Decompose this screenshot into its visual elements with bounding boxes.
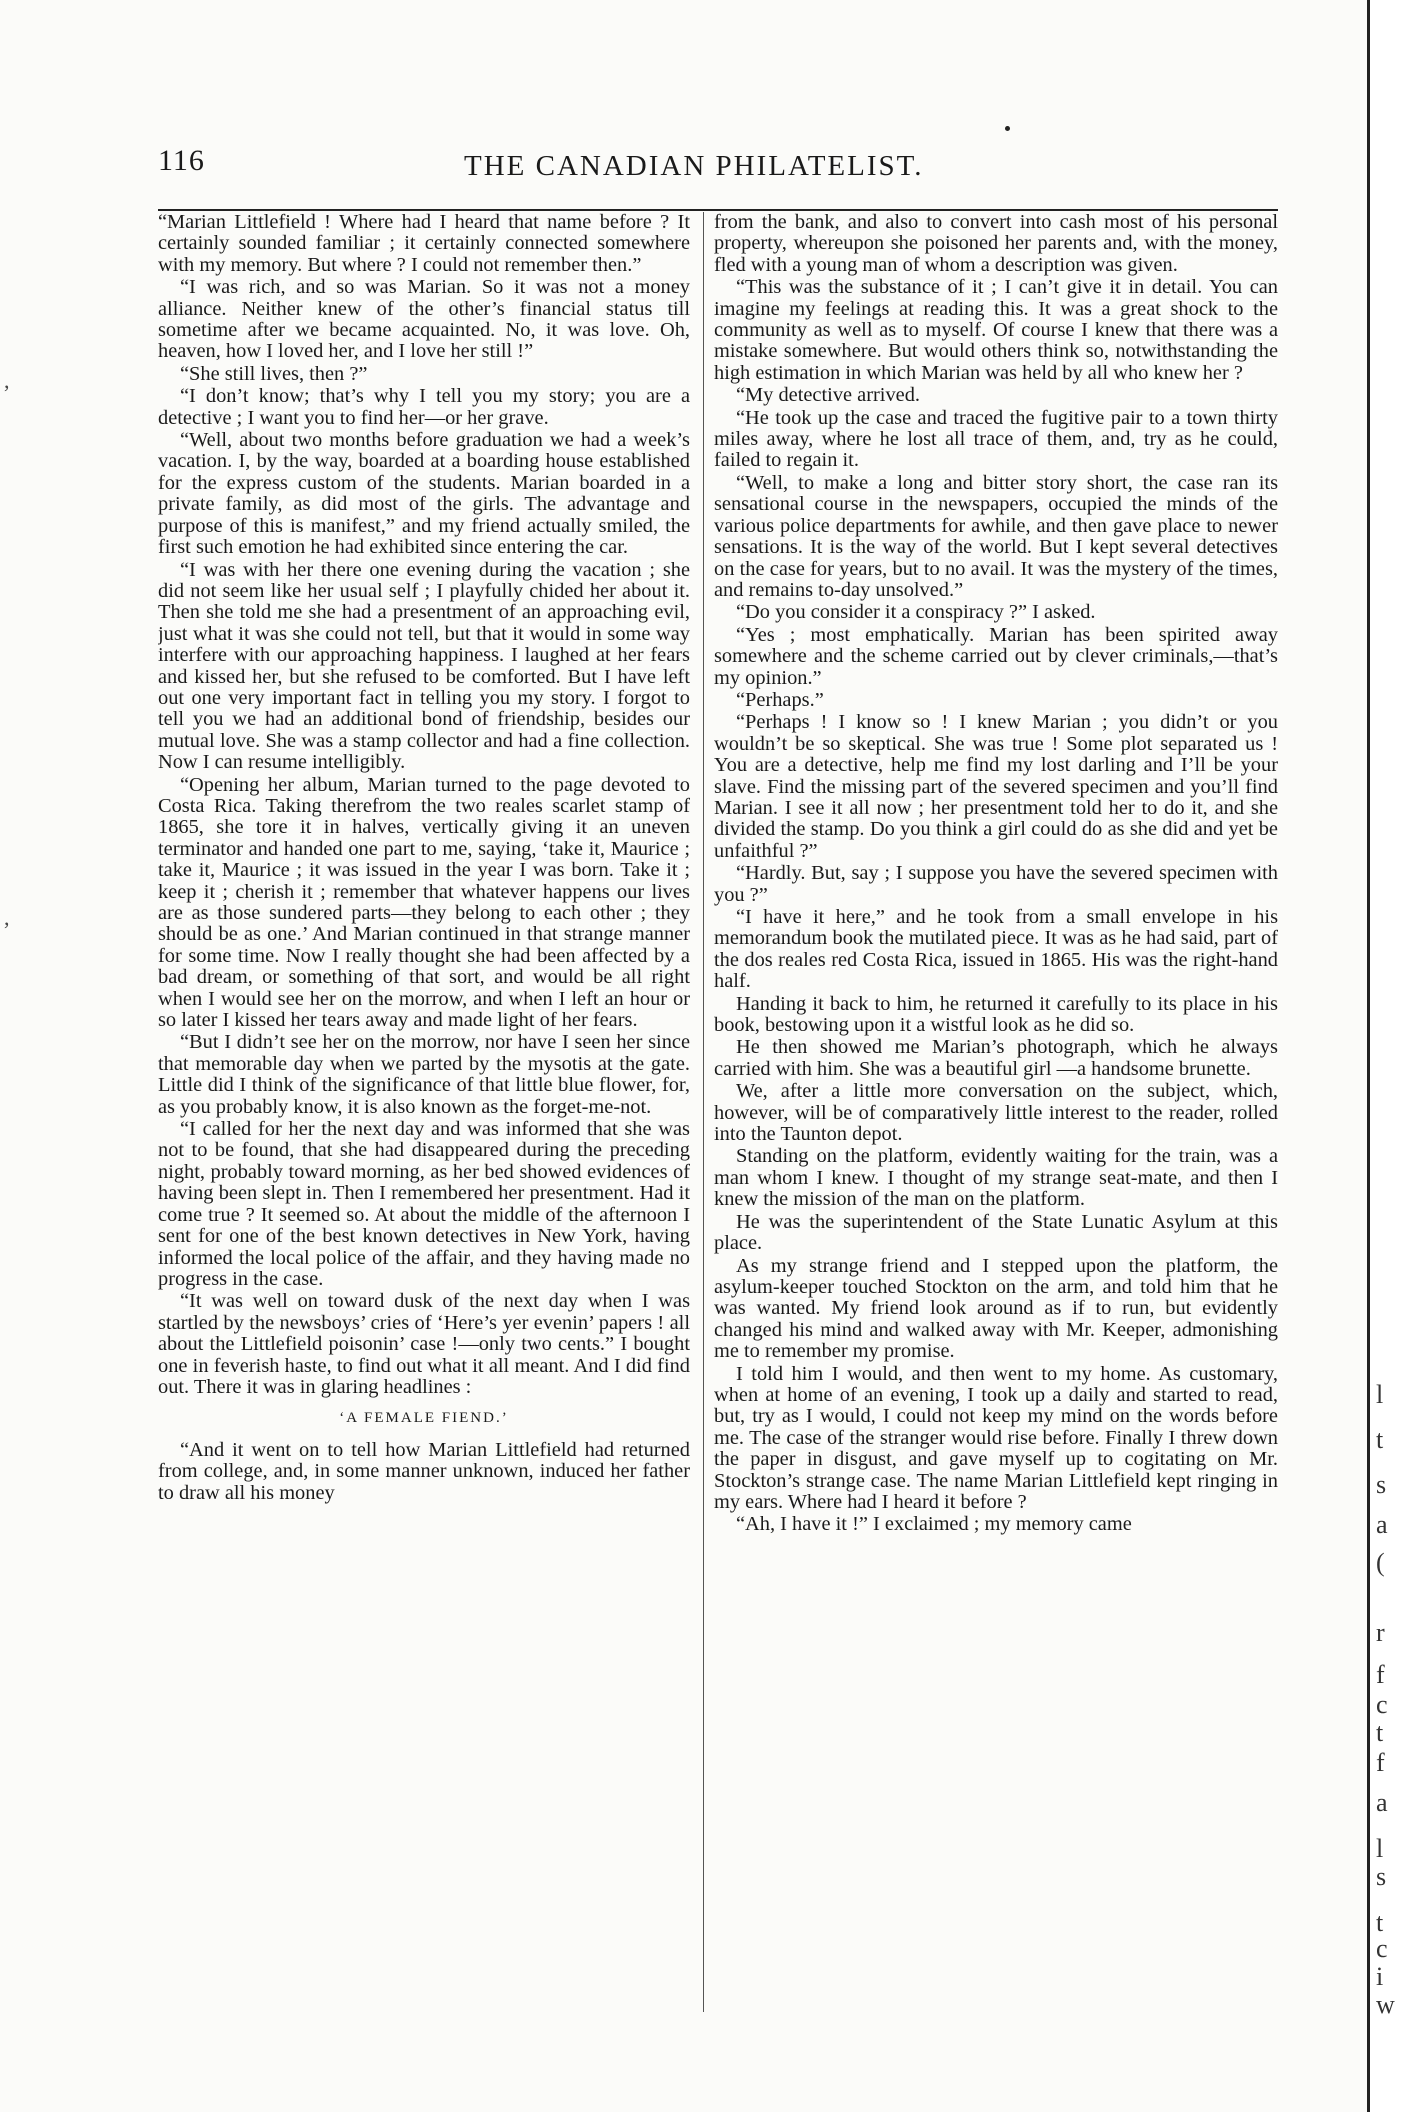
- edge-fragment: r: [1376, 1618, 1385, 1647]
- edge-fragment: l: [1376, 1834, 1384, 1863]
- paragraph: “Do you consider it a conspiracy ?” I asked.: [736, 601, 1096, 624]
- edge-fragment: w: [1376, 1990, 1395, 2019]
- edge-fragment: c: [1376, 1934, 1388, 1963]
- edge-fragment: (: [1376, 1548, 1385, 1577]
- edge-fragment: f: [1376, 1660, 1385, 1689]
- edge-fragment: t: [1376, 1908, 1384, 1937]
- edge-fragment: s: [1376, 1470, 1387, 1499]
- left-column: [158, 212, 690, 2042]
- paragraph: Standing on the platform, evidently waiting for the train, was a man whom I knew. I thought of my strange seat-mate, and then I knew the mission of the man on the platform.: [714, 1145, 1278, 1211]
- paragraph: “Marian Littlefield ! Where had I heard that name before ? It certainly sounded familiar ; it certainly connected somewhere with my memory. But where ? I could not remember then.”: [158, 212, 690, 276]
- margin-mark: ,: [4, 368, 10, 393]
- edge-fragment: l: [1376, 1380, 1384, 1409]
- page-number: 116: [158, 144, 205, 177]
- paragraph: We, after a little more conversation on the subject, which, however, will be of comparatively little interest to the reader, rolled into the Taunton depot.: [714, 1080, 1278, 1146]
- paragraph: “I don’t know; that’s why I tell you my story; you are a detective ; I want you to find her—or her grave.: [158, 385, 690, 429]
- paragraph: “And it went on to tell how Marian Littlefield had returned from college, and, in some manner unknown, induced her father to draw all his money: [158, 1438, 690, 1504]
- paragraph: “Hardly. But, say ; I suppose you have the severed specimen with you ?”: [714, 862, 1278, 906]
- paragraph: As my strange friend and I stepped upon the platform, the asylum-keeper touched Stockton on the arm, and told him that he was wanted. My friend look around as if to run, but evidently changed his mind and walked away with Mr. Keeper, admonishing me to remember my promise.: [714, 1254, 1278, 1363]
- column-divider: [703, 212, 704, 2012]
- edge-fragment: s: [1376, 1862, 1387, 1891]
- paragraph: “Well, about two months before graduation we had a week’s vacation. I, by the way, boarded at a boarding house established for the express custom of the students. Marian boarded in a private family, as did most of the girls. The advantage and purpose of this is manifest,” and my friend actually smiled, the first such emotion he had exhibited since entering the car.: [158, 429, 690, 559]
- page-header: [158, 144, 1278, 188]
- paragraph: I told him I would, and then went to my home. As customary, when at home of an evening, I took up a daily and started to read, but, try as I would, I could not keep my mind on the words before me. The case of the stranger would rise before. Finally I threw down the paper in disgust, and gave myself up to cogitating on Mr. Stockton’s strange case. The name Marian Littlefield kept ringing in my ears. Where had I heard it before ?: [714, 1362, 1278, 1513]
- edge-fragment: a: [1376, 1788, 1388, 1817]
- edge-fragment: c: [1376, 1690, 1388, 1719]
- journal-title: THE CANADIAN PHILATELIST.: [464, 150, 924, 182]
- right-column: [714, 212, 1278, 2042]
- paragraph: Handing it back to him, he returned it carefully to its place in his book, bestowing upon it a wistful look as he did so.: [714, 992, 1278, 1037]
- paragraph: “This was the substance of it ; I can’t give it in detail. You can imagine my feelings at reading this. It was a great shock to the community as well as to myself. Of course I knew that there was a mistake somewhere. But would others think so, notwithstanding the high estimation in which Marian was held by all who knew her ?: [714, 276, 1278, 384]
- paragraph: “Perhaps.”: [736, 688, 824, 711]
- paragraph: “She still lives, then ?”: [180, 362, 368, 385]
- paragraph: “I was rich, and so was Marian. So it was not a money alliance. Neither knew of the other’s financial status till sometime after we became acquainted. No, it was love. Oh, heaven, how I loved her, and I love her still !”: [158, 276, 690, 363]
- headline: ‘A FEMALE FIEND.’: [339, 1410, 509, 1427]
- paragraph: “Yes ; most emphatically. Marian has been spirited away somewhere and the scheme carried out by clever criminals,—that’s my opinion.”: [714, 623, 1278, 689]
- edge-fragment: t: [1376, 1425, 1384, 1454]
- paragraph: “I was with her there one evening during the vacation ; she did not seem like her usual self ; I playfully chided her about it. Then she told me she had a presentment of an approaching evil, just what it was she could not tell, but that it would in some way interfere with our approaching happiness. I laughed at her fears and kissed her, but she refused to be comforted. But I have left out one very important fact in telling you my story. I forgot to tell you we had an additional bond of friendship, besides our mutual love. She was a stamp collector and had a fine collection. Now I can resume intelligibly.: [158, 558, 690, 774]
- print-speck: [1005, 126, 1010, 131]
- margin-mark: ,: [4, 905, 10, 930]
- paragraph: He then showed me Marian’s photograph, which he always carried with him. She was a beautiful girl —a handsome brunette.: [714, 1036, 1278, 1080]
- edge-fragment: t: [1376, 1718, 1384, 1747]
- paragraph: “He took up the case and traced the fugitive pair to a town thirty miles away, where he lost all trace of them, and, try as he could, failed to regain it.: [714, 406, 1278, 472]
- paragraph: “Ah, I have it !” I exclaimed ; my memory came: [736, 1513, 1132, 1536]
- edge-fragment: i: [1376, 1962, 1384, 1991]
- paragraph: from the bank, and also to convert into cash most of his personal property, whereupon she poisoned her parents and, with the money, fled with a young man of whom a description was given.: [714, 212, 1278, 276]
- paragraph: “Perhaps ! I know so ! I knew Marian ; you didn’t or you wouldn’t be so skeptical. She was true ! Some plot separated us ! You are a detective, help me find my lost darling and I’ll be your slave. Find the missing part of the severed specimen and you’ll find Marian. I see it all now ; her presentment told her to do it, and she divided the stamp. Do you think a girl could do as she did and yet be unfaithful ?”: [714, 711, 1278, 862]
- paragraph: “Opening her album, Marian turned to the page devoted to Costa Rica. Taking therefrom the two reales scarlet stamp of 1865, she tore it in halves, vertically giving it an uneven terminator and handed one part to me, saying, ‘take it, Maurice ; take it, Maurice ; it was issued in the year I was born. Take it ; keep it ; cherish it ; remember that whatever happens our lives are as those sundered parts—they belong to each other ; they should be as one.’ And Marian continued in that strange manner for some time. Now I really thought she had been affected by a bad dream, or something of that sort, and would be all right when I would see her on the morrow, and when I left an hour or so later I kissed her tears away and made light of her fears.: [158, 773, 690, 1032]
- paragraph: “But I didn’t see her on the morrow, nor have I seen her since that memorable day when we parted by the mysotis at the gate. Little did I think of the significance of that little blue flower, for, as you probably know, it is also known as the forget-me-not.: [158, 1031, 690, 1118]
- adjacent-page-edge: [1367, 0, 1416, 2112]
- paragraph: He was the superintendent of the State Lunatic Asylum at this place.: [714, 1210, 1278, 1255]
- paragraph: “My detective arrived.: [736, 384, 920, 407]
- edge-fragment: f: [1376, 1748, 1385, 1777]
- paragraph: “I have it here,” and he took from a small envelope in his memorandum book the mutilated piece. It was as he had said, part of the dos reales red Costa Rica, issued in 1865. His was the right-hand half.: [714, 906, 1278, 993]
- header-rule: [158, 209, 1278, 211]
- paragraph: “Well, to make a long and bitter story short, the case ran its sensational course in the newspapers, occupied the minds of the various police departments for awhile, and then gave place to newer sensations. It is the way of the world. But I kept several detectives on the case for years, but to no avail. It was the mystery of the times, and remains to-day unsolved.”: [714, 471, 1278, 601]
- edge-fragment: a: [1376, 1510, 1388, 1539]
- paragraph: “It was well on toward dusk of the next day when I was startled by the newsboys’ cries of ‘Here’s yer evenin’ papers ! all about the Littlefield poisonin’ case !—only two cents.” I bought one in feverish haste, to find out what it all meant. And I did find out. There it was in glaring headlines :: [158, 1290, 690, 1398]
- paragraph: “I called for her the next day and was informed that she was not to be found, that she had disappeared during the preceding night, probably toward morning, as her bed showed evidences of having been slept in. Then I remembered her presentment. Had it come true ? It seemed so. At about the middle of the afternoon I sent for one of the best known detectives in New York, having informed the local police of the affair, and they having made no progress in the case.: [158, 1118, 690, 1290]
